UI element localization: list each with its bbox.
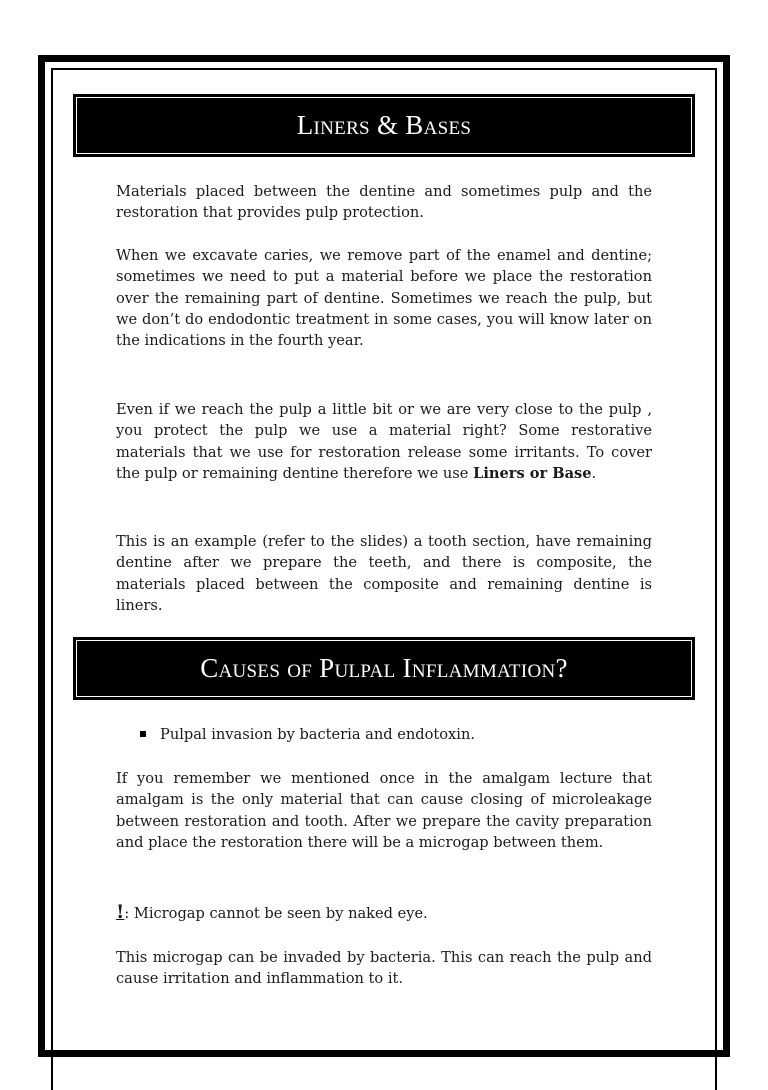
- bold-term: Liners or Base: [473, 464, 592, 482]
- paragraph-amalgam: If you remember we mentioned once in the amalgam lecture that amalgam is the only material that can cause closing of microleakage between restoration and tooth. After we prepare the cavity preparation and place the restoration there will be a microgap between them.: [116, 770, 652, 851]
- paragraph-text: Even if we reach the pulp a little bit or we are very close to the pulp , you protect the pulp we use a material right? Some restorative materials that we use for restoration release some irritants. To cover the pulp or remaining dentine therefore we use: [116, 401, 652, 482]
- paragraph-pulp-protection: [116, 399, 652, 484]
- note-line: [116, 902, 428, 924]
- paragraph-example: This is an example (refer to the slides) a tooth section, have remaining dentine after we prepare the teeth, and there is composite, the materials placed between the composite and remaining dentine is liners.: [116, 533, 652, 614]
- paragraph-definition: Materials placed between the dentine and sometimes pulp and the restoration that provides pulp protection.: [116, 183, 652, 222]
- square-bullet-icon: [140, 731, 146, 737]
- paragraph-end: .: [591, 464, 597, 482]
- bullet-text: Pulpal invasion by bacteria and endotoxin.: [160, 726, 475, 743]
- list-item: [140, 724, 475, 745]
- section-heading-liners-bases: [73, 94, 695, 157]
- exclamation-icon: !: [116, 901, 125, 923]
- note-text: : Microgap cannot be seen by naked eye.: [124, 905, 428, 922]
- section-title: Liners & Bases: [296, 110, 472, 140]
- paragraph-microgap: This microgap can be invaded by bacteria. This can reach the pulp and cause irritation and inflammation to it.: [116, 949, 652, 988]
- paragraph-excavation: When we excavate caries, we remove part of the enamel and dentine; sometimes we need to put a material before we place the restoration over the remaining part of dentine. Sometimes we reach the pulp, but we don’t do endodontic treatment in some cases, you will know later on the indications in the fourth year.: [116, 247, 652, 350]
- section-heading-pulpal-inflammation: [73, 637, 695, 700]
- section-title: Causes of Pulpal Inflammation?: [200, 653, 568, 683]
